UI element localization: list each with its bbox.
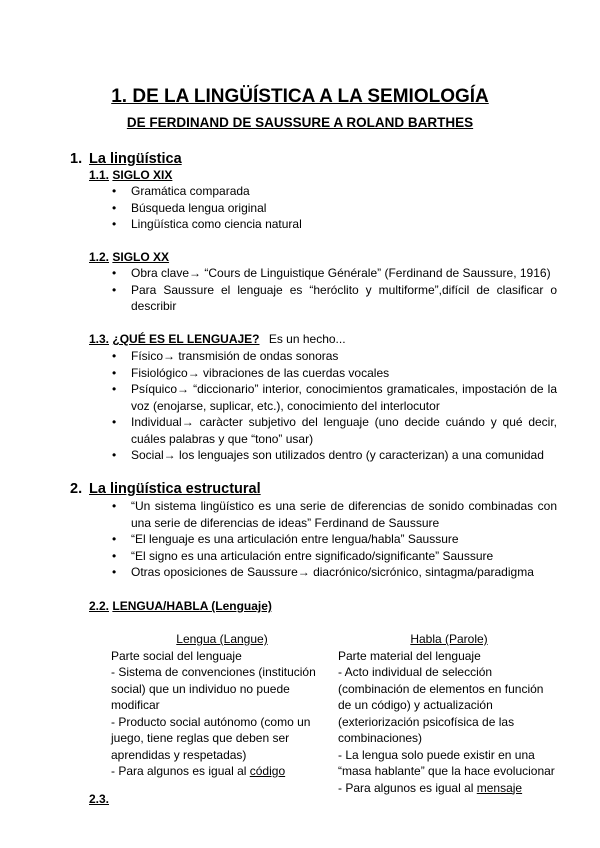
section-title: La lingüística — [89, 151, 182, 167]
subsection-title: SIGLO XIX — [112, 168, 173, 182]
habla-term: mensaje — [476, 780, 523, 795]
list-item: • Individual→ caràcter subjetivo del lenguaje (uno decide cuándo y qué decir, cuáles palabras y que “tono” usar) — [112, 414, 557, 447]
list-item: • “Un sistema lingüístico es una serie de diferencias de sonido combinadas con una serie de diferencias de ideas” Ferdinand de Saussure — [112, 498, 557, 531]
lengua-column-heading: Lengua (Langue) — [176, 632, 268, 646]
subsection-1-1-heading — [89, 168, 172, 182]
habla-column — [338, 631, 560, 796]
lengua-last-prefix: - Para algunos es igual al — [111, 764, 250, 778]
subsection-1-3-heading — [89, 332, 346, 346]
bullet-list-que-es-el-lenguaje — [112, 348, 557, 464]
habla-line-last — [338, 780, 560, 797]
subsection-number: 1.2. — [89, 250, 110, 264]
habla-line: Parte material del lenguaje — [338, 648, 481, 663]
list-item: • “El signo es una articulación entre significado/significante” Saussure — [112, 548, 557, 565]
habla-line: - La lengua solo puede existir en una “masa hablante” que la hace evolucionar — [338, 747, 555, 778]
section-number: 1. — [70, 151, 83, 167]
document-title: 1. DE LA LINGÜÍSTICA A LA SEMIOLOGÍA — [111, 86, 489, 107]
subsection-title: ¿QUÉ ES EL LENGUAJE? — [112, 332, 260, 346]
list-item: • Gramática comparada — [112, 183, 557, 200]
lengua-line: - Sistema de convenciones (institución social) que un individuo no puede modificar — [111, 665, 316, 712]
bullet-list-siglo-xix — [112, 183, 557, 233]
lengua-line: - Producto social autónomo (como un juego, tiene reglas que deben ser aprendidas y respetadas) — [111, 714, 311, 762]
lengua-line-last — [111, 763, 333, 780]
list-item: • Para Saussure el lenguaje es “heróclito y multiforme”,difícil de clasificar o describir — [112, 282, 557, 315]
subsection-1-2-heading — [89, 250, 169, 264]
list-item: • Físico→ transmisión de ondas sonoras — [112, 348, 557, 365]
lengua-term: código — [249, 764, 286, 778]
subsection-intro: Es un hecho... — [268, 332, 346, 346]
subsection-2-3-heading — [89, 792, 109, 806]
section-title: La lingüística estructural — [89, 481, 261, 497]
habla-line: - Acto individual de selección (combinación de elementos en función de un código) y actualización (exteriorización psicofísica de las combinaciones) — [338, 665, 544, 745]
list-item: • Social→ los lenguajes son utilizados dentro (y caracterizan) a una comunidad — [112, 447, 557, 464]
section-1-heading — [70, 151, 182, 167]
habla-last-prefix: - Para algunos es igual al — [338, 780, 477, 795]
lengua-column — [111, 631, 333, 780]
subsection-number: 1.1. — [89, 168, 110, 182]
list-item: • Psíquico→ “diccionario” interior, conocimientos gramaticales, impostación de la voz (enojarse, suplicar, etc.), conocimiento del interlocutor — [112, 381, 557, 414]
subsection-title: LENGUA/HABLA (Lenguaje) — [112, 599, 272, 613]
habla-column-heading: Habla (Parole) — [410, 632, 488, 646]
bullet-list-siglo-xx — [112, 265, 557, 315]
subsection-title: SIGLO XX — [112, 250, 170, 264]
section-number: 2. — [70, 481, 83, 497]
list-item: • Fisiológico→ vibraciones de las cuerdas vocales — [112, 365, 557, 382]
subsection-2-2-heading — [89, 599, 272, 613]
list-item: • Búsqueda lengua original — [112, 200, 557, 217]
subsection-number: 2.2. — [89, 599, 110, 613]
list-item: • “El lenguaje es una articulación entre lengua/habla” Saussure — [112, 531, 557, 548]
list-item: • Otras oposiciones de Saussure→ diacrónico/sicrónico, sintagma/paradigma — [112, 564, 557, 581]
subsection-number: 1.3. — [89, 332, 110, 346]
bullet-list-linguistica-estructural — [112, 498, 557, 581]
document-subtitle: DE FERDINAND DE SAUSSURE A ROLAND BARTHES — [126, 115, 474, 130]
subsection-number: 2.3. — [89, 792, 110, 806]
list-item: • Obra clave→ “Cours de Linguistique Générale” (Ferdinand de Saussure, 1916) — [112, 265, 557, 282]
section-2-heading — [70, 481, 261, 497]
lengua-line: Parte social del lenguaje — [111, 648, 242, 663]
list-item: • Lingüística como ciencia natural — [112, 216, 557, 233]
